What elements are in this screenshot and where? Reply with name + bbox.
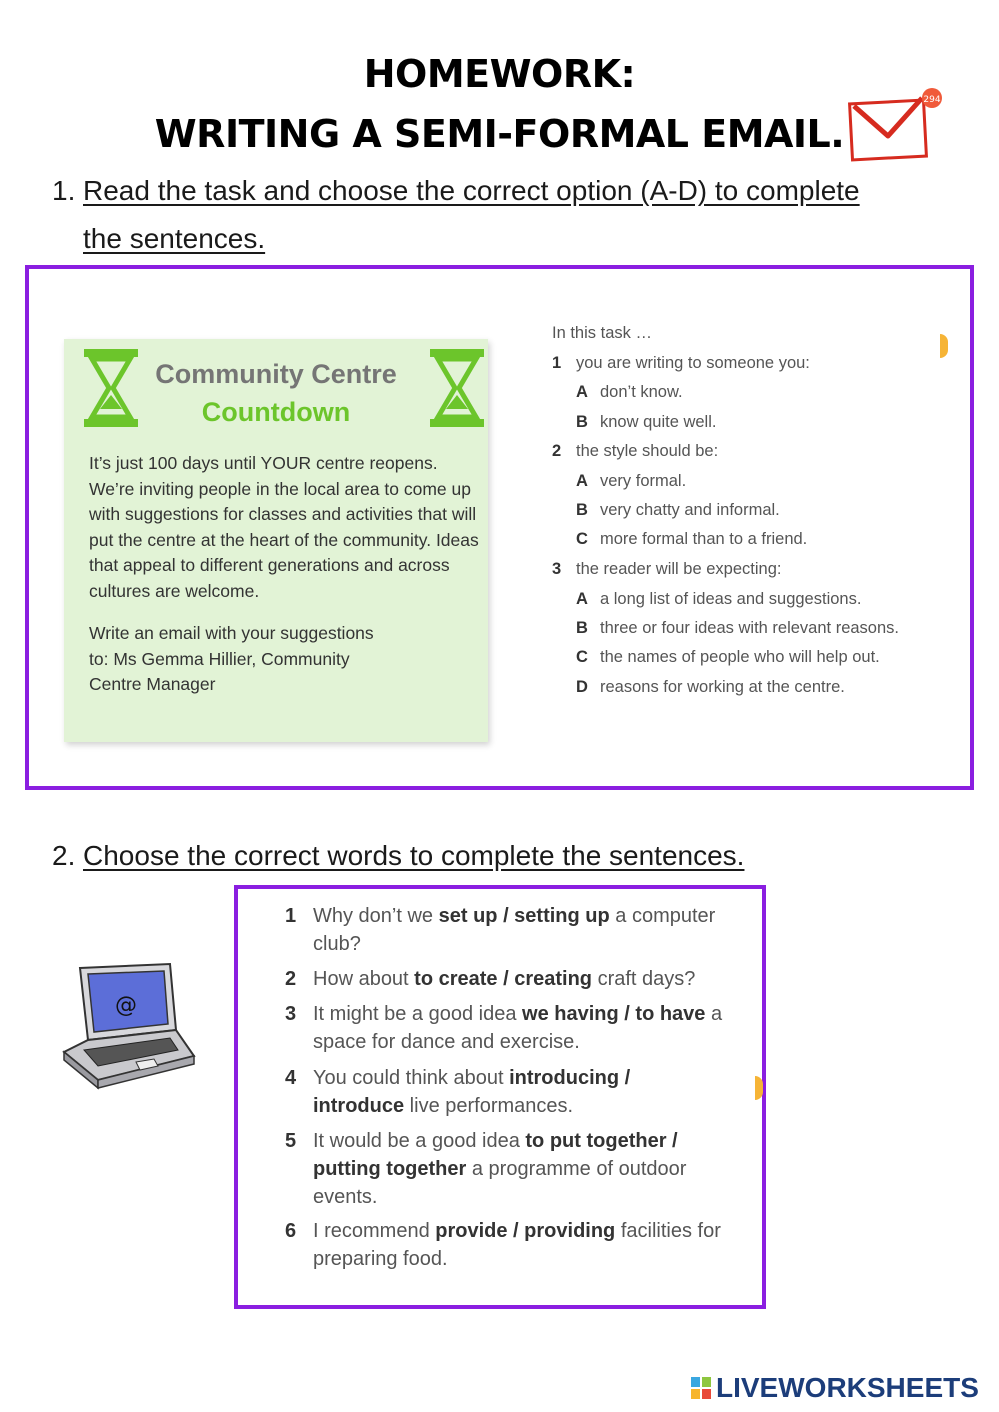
notice-title: Community Centre [155,359,397,389]
mail-icon [848,88,944,164]
word-choice[interactable]: introducing / introduce [313,1067,631,1117]
community-notice [64,339,488,742]
word-choice[interactable]: we having / to have [522,1003,706,1025]
laptop-at-symbol: @ [115,993,137,1018]
word-choice[interactable]: provide / providing [435,1220,616,1242]
laptop-icon [58,960,198,1092]
worksheet-title-line1: HOMEWORK: [363,52,636,96]
word-choice[interactable]: set up / setting up [438,905,610,927]
task-2-number: 2. [52,840,76,871]
options-intro: In this task … [552,324,652,342]
word-choice[interactable]: to put together / putting together [313,1130,678,1180]
brand-name: LIVEWORKSHEETS [716,1372,979,1403]
task-2-instruction: Choose the correct words to complete the sentences. [83,840,745,871]
task-1-instruction-line2: the sentences. [83,223,266,254]
liveworksheets-logo-icon [690,1376,712,1400]
task-1-number: 1. [52,175,76,206]
mail-badge: 294 [923,95,941,105]
worksheet-title-line2: WRITING A SEMI-FORMAL EMAIL. [154,112,845,156]
word-choice[interactable]: to create / creating [414,968,593,990]
notice-paragraph-1: It’s just 100 days until YOUR centre reopens. We’re inviting people in the local area to come up with suggestions for classes and activities that will put the centre at the heart of the community. Ideas that appeal to different generations and across cultures are welcome. [89,453,479,601]
notice-subtitle: Countdown [201,397,351,427]
notice-paragraph-2: Write an email with your suggestions to: Ms Gemma Hillier, Community Centre Manager [89,623,374,694]
notice-body [89,451,484,715]
task-1-instruction-line1: Read the task and choose the correct option (A-D) to complete [83,175,860,206]
